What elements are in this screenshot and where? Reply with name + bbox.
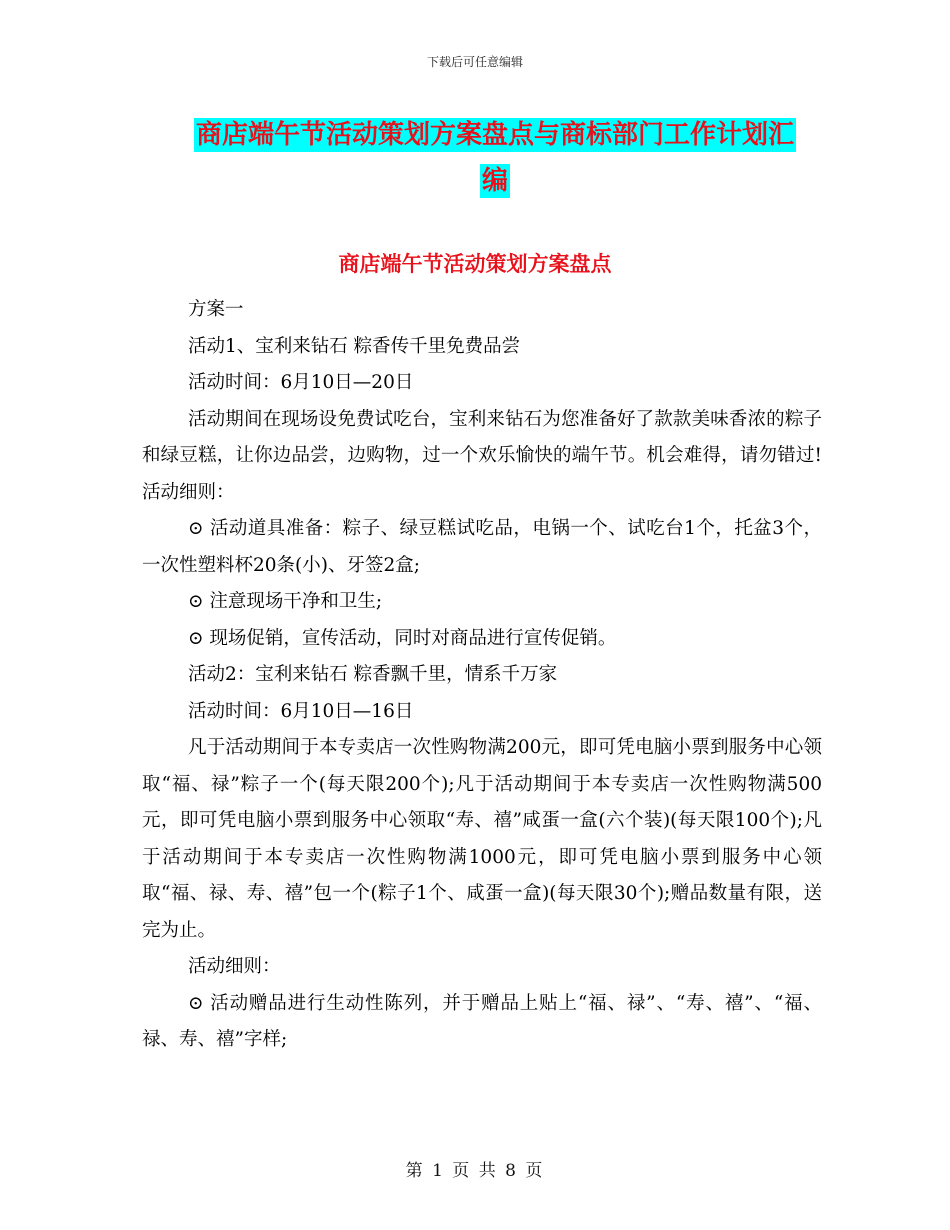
paragraph: ⊙ 注意现场干净和卫生; xyxy=(188,591,383,612)
document-title-line-2: 编 xyxy=(481,166,508,196)
paragraph: 方案一 xyxy=(188,299,244,320)
header-note: 下载后可任意编辑 xyxy=(426,55,523,69)
paragraph: 活动细则： xyxy=(188,956,281,977)
page-footer: 第 1 页 共 8 页 xyxy=(405,1161,545,1181)
paragraph: 活动期间在现场设免费试吃台，宝利来钻石为您准备好了款款美味香浓的粽子和绿豆糕，让你边品尝，边购物，过一个欢乐愉快的端午节。机会难得，请勿错过!活动细则： xyxy=(142,408,822,503)
document-title xyxy=(160,112,830,204)
paragraph: 活动时间：6月10日—16日 xyxy=(188,700,414,722)
paragraph: 活动2：宝利来钻石 粽香飘千里，情系千万家 xyxy=(188,664,558,685)
paragraph: ⊙ 活动赠品进行生动性陈列，并于赠品上贴上“福、禄”、“寿、禧”、“福、禄、寿、禧”字样; xyxy=(142,992,822,1050)
paragraph: ⊙ 现场促销，宣传活动，同时对商品进行宣传促销。 xyxy=(188,627,617,649)
document-title-line-1: 商店端午节活动策划方案盘点与商标部门工作计划汇 xyxy=(195,120,794,150)
paragraph: 活动1、宝利来钻石 粽香传千里免费品尝 xyxy=(188,335,521,357)
section-title: 商店端午节活动策划方案盘点 xyxy=(338,252,612,276)
document-body xyxy=(142,292,822,1059)
paragraph: 活动时间：6月10日—20日 xyxy=(188,372,414,393)
paragraph: ⊙ 活动道具准备：粽子、绿豆糕试吃品，电锅一个、试吃台1个，托盆3个，一次性塑料杯20条(小)、牙签2盒; xyxy=(142,518,822,576)
paragraph: 凡于活动期间于本专卖店一次性购物满200元，即可凭电脑小票到服务中心领取“福、禄”粽子一个(每天限200个);凡于活动期间于本专卖店一次性购物满500元，即可凭电脑小票到服务中心领取“寿、禧”咸蛋一盒(六个装)(每天限100个);凡于活动期间于本专卖店一次性购物满1000元，即可凭电脑小票到服务中心领取“福、禄、寿、禧”包一个(粽子1个、咸蛋一盒)(每天限30个);赠品数量有限，送完为止。 xyxy=(142,737,822,941)
